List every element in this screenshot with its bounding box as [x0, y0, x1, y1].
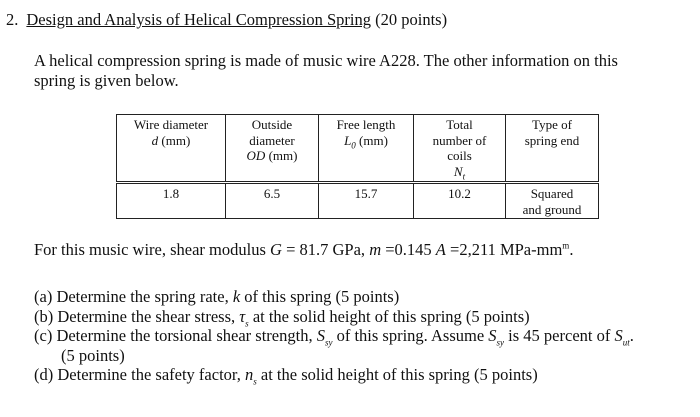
material-properties: For this music wire, shear modulus G = 81.7 GPa, m =0.145 A =2,211 MPa-$mm^m$.	[34, 240, 574, 259]
header-wire-diameter: Wire diameter d (mm)	[117, 115, 226, 183]
question-part-c: (c) Determine the torsional shear strength, $S_{sy}$ of this spring. Assume $S_{sy}$ is 45 percent of $S_{ut}$.	[34, 326, 634, 348]
value-total-coils: 10.2	[414, 183, 506, 219]
question-parts	[34, 287, 634, 385]
problem-title: Design and Analysis of Helical Compression Spring	[26, 10, 372, 29]
spring-spec-table	[116, 114, 599, 219]
value-free-length: 15.7	[319, 183, 414, 219]
header-outside-diameter: Outside diameter OD (mm)	[226, 115, 319, 183]
value-spring-end: Squared and ground	[506, 183, 599, 219]
value-wire-diameter: 1.8	[117, 183, 226, 219]
problem-heading	[6, 10, 447, 30]
intro-paragraph	[34, 51, 618, 91]
problem-points: (20 points)	[375, 10, 448, 29]
intro-line-2: spring is given below.	[34, 71, 179, 90]
table-value-row	[117, 183, 599, 219]
header-spring-end: Type of spring end	[506, 115, 599, 183]
question-part-a: (a) Determine the spring rate, k of this spring (5 points)	[34, 287, 400, 306]
problem-number: 2.	[6, 10, 19, 29]
value-outside-diameter: 6.5	[226, 183, 319, 219]
question-part-c-points: (5 points)	[61, 345, 125, 365]
question-part-b: (b) Determine the shear stress, $\tau_s$ at the solid height of this spring (5 points)	[34, 306, 530, 328]
header-total-coils: Total number of coils $N_t$	[414, 115, 506, 183]
question-part-d: (d) Determine the safety factor, $n_s$ at the solid height of this spring (5 points)	[34, 365, 538, 387]
header-free-length: Free length $L_0$ (mm)	[319, 115, 414, 183]
table-header-row	[117, 115, 599, 183]
intro-line-1: A helical compression spring is made of music wire A228. The other information on this	[34, 51, 618, 70]
